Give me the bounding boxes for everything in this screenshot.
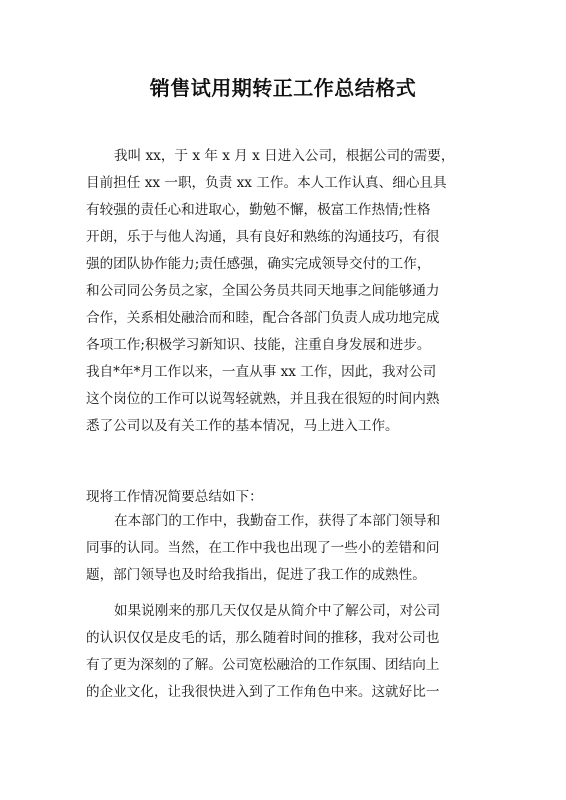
text-line: 的认识仅仅是皮毛的话，那么随着时间的推移，我对公司也	[86, 630, 440, 646]
text-line: 和公司同公务员之家，全国公务员共同天地事之间能够通力	[86, 283, 440, 299]
paragraph-summary-intro	[86, 484, 490, 511]
text-line: 如果说刚来的那几天仅仅是从简介中了解公司，对公司	[114, 603, 441, 619]
text-line: 合作，关系相处融洽而和睦，配合各部门负责人成功地完成	[86, 310, 440, 326]
paragraph-department-work	[86, 508, 490, 589]
text-line: 开朗，乐于与他人沟通，具有良好和熟练的沟通技巧，有很	[86, 229, 440, 245]
text-line: 在本部门的工作中，我勤奋工作，获得了本部门领导和	[114, 513, 441, 529]
text-line: 有了更为深刻的了解。公司宽松融洽的工作氛围、团结向上	[86, 657, 440, 673]
text-line: 强的团队协作能力;责任感强，确实完成领导交付的工作，	[86, 256, 431, 272]
text-line: 各项工作;积极学习新知识、技能，注重自身发展和进步。	[86, 337, 431, 353]
text-line: 我叫 xx，于 x 年 x 月 x 日进入公司，根据公司的需要，	[114, 148, 455, 164]
text-line: 有较强的责任心和进取心，勤勉不懈，极富工作热情;性格	[86, 202, 431, 218]
document-title: 销售试用期转正工作总结格式	[149, 76, 417, 100]
text-line: 悉了公司以及有关工作的基本情况，马上进入工作。	[86, 418, 399, 434]
text-line: 题，部门领导也及时给我指出，促进了我工作的成熟性。	[86, 567, 426, 583]
paragraph-intro	[86, 143, 490, 440]
text-line: 我自*年*月工作以来，一直从事 xx 工作，因此，我对公司	[86, 364, 437, 380]
text-line: 的企业文化，让我很快进入到了工作角色中来。这就好比一	[86, 684, 440, 700]
text-line: 同事的认同。当然，在工作中我也出现了一些小的差错和问	[86, 540, 440, 556]
text-line: 这个岗位的工作可以说驾轻就熟，并且我在很短的时间内熟	[86, 391, 440, 407]
paragraph-company-understanding	[86, 598, 490, 706]
text-line: 目前担任 xx 一职，负责 xx 工作。本人工作认真、细心且具	[86, 175, 447, 191]
text-line: 现将工作情况简要总结如下：	[86, 489, 263, 505]
